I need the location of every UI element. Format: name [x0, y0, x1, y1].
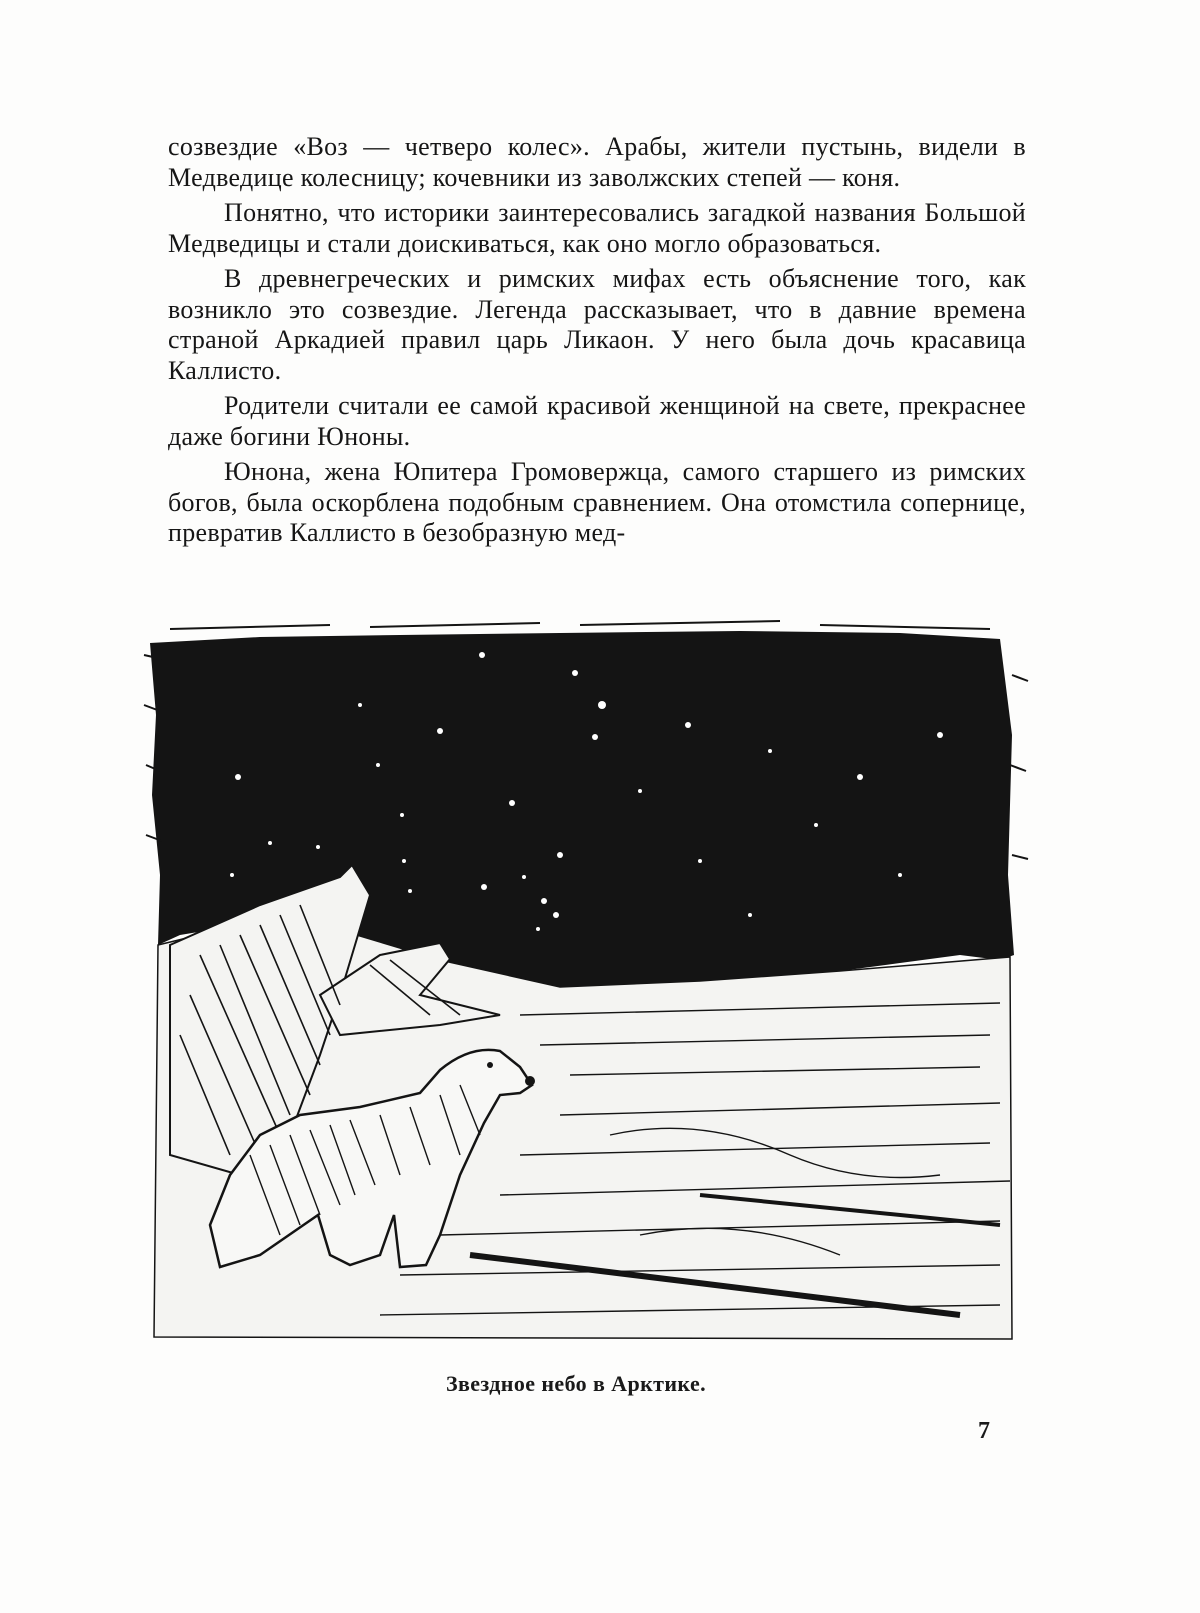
paragraph-5: Юнона, жена Юпитера Громовержца, самого старшего из римских богов, была оскорблена подобным сравнением. Она отомстила сопернице, превратив Каллисто в безобразную мед-: [168, 457, 1026, 547]
paragraph-3: В древнегреческих и римских мифах есть объяснение того, как возникло это созвездие. Легенда рассказывает, что в давние времена страной Аркадией правил царь Ликаон. У него была дочь красавица Каллисто.: [168, 264, 1026, 385]
paragraph-1: созвездие «Воз — четверо колес». Арабы, жители пустынь, видели в Медведице колесницу; кочевники из заволжских степей — коня.: [168, 132, 1026, 192]
paragraph-4: Родители считали ее самой красивой женщиной на свете, прекраснее даже богини Юноны.: [168, 391, 1026, 451]
illustration-drawing: [140, 615, 1030, 1345]
arctic-illustration: [140, 615, 1030, 1345]
figure-caption: Звездное небо в Арктике.: [445, 1371, 707, 1396]
bear-eye: [487, 1062, 493, 1068]
paragraph-2: Понятно, что историки заинтересовались загадкой названия Большой Медведицы и стали доискиваться, как оно могло образоваться.: [168, 198, 1026, 258]
body-text: [168, 132, 1026, 554]
page-number: 7: [978, 1418, 990, 1444]
bear-nose: [525, 1076, 535, 1086]
